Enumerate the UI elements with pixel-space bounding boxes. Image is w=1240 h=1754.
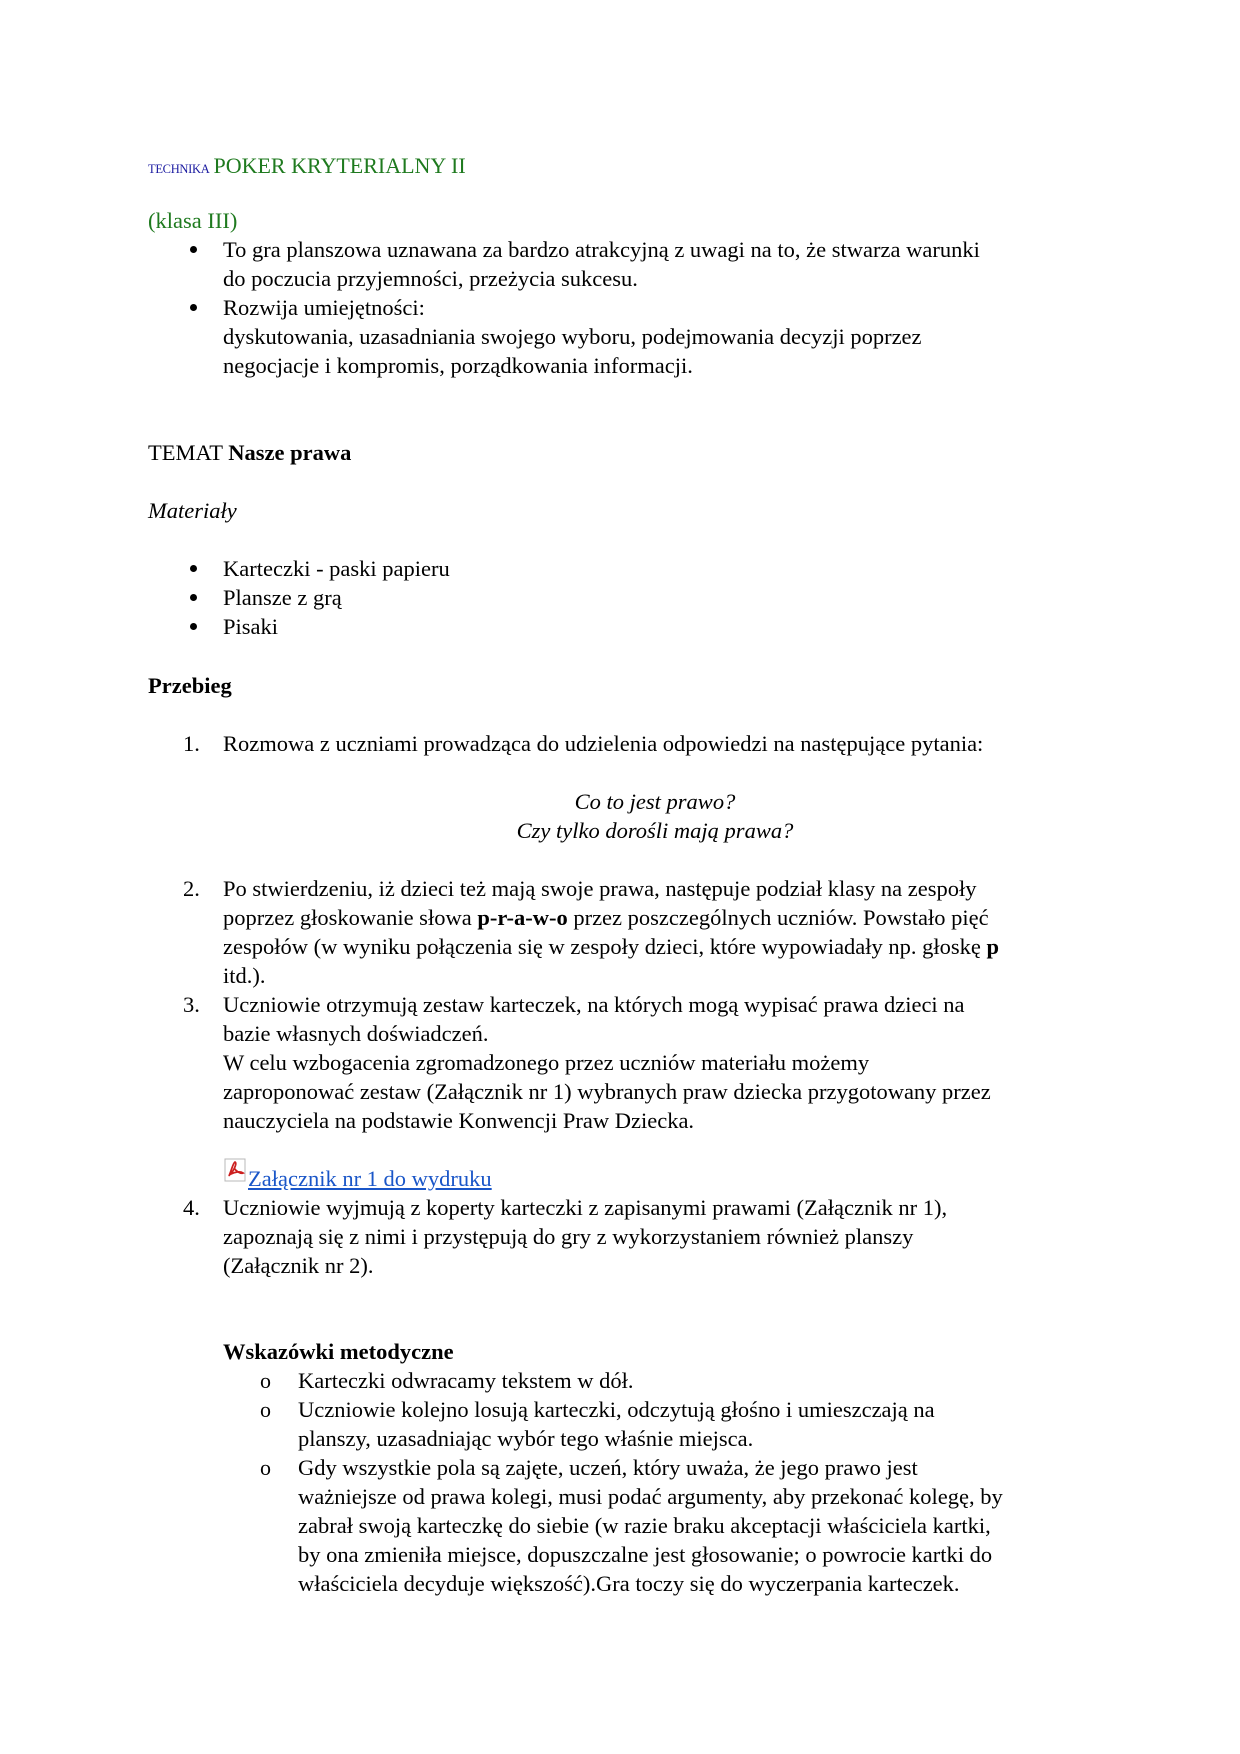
procedure-heading: Przebieg [148, 673, 232, 698]
pdf-icon[interactable] [224, 1158, 248, 1187]
step-3-line-3: W celu wzbogacenia zgromadzonego przez uczniów materiału możemy [223, 1050, 870, 1075]
step-number: 2. [183, 876, 200, 901]
material-item: Pisaki [223, 614, 279, 639]
tip-3-line-2: ważniejsze od prawa kolegi, musi podać argumenty, aby przekonać kolegę, by [298, 1484, 1003, 1509]
intro-bullet-2-line-1: Rozwija umiejętności: [223, 295, 425, 320]
tips-heading: Wskazówki metodyczne [223, 1339, 454, 1364]
step-4-line-2: zapoznają się z nimi i przystępują do gry z wykorzystaniem również planszy [223, 1224, 914, 1249]
step-2-line-3: zespołów (w wyniku połączenia się w zespoły dzieci, które wypowiadały np. głoskę p [223, 934, 1000, 959]
tip-3-line-5: właściciela decyduje większość).Gra toczy się do wyczerpania karteczek. [298, 1571, 960, 1596]
bullet-icon [190, 246, 197, 253]
step-3-line-2: bazie własnych doświadczeń. [223, 1021, 489, 1046]
tip-marker: o [260, 1368, 271, 1393]
step-4-line-3: (Załącznik nr 2). [223, 1253, 374, 1278]
step-4-line-1: Uczniowie wyjmują z koperty karteczki z zapisanymi prawami (Załącznik nr 1), [223, 1195, 948, 1220]
material-item: Plansze z grą [223, 585, 342, 610]
tip-marker: o [260, 1455, 271, 1480]
tip-1: Karteczki odwracamy tekstem w dół. [298, 1368, 634, 1393]
intro-bullet-2-line-2: dyskutowania, uzasadniania swojego wyboru, podejmowania decyzji poprzez [223, 324, 922, 349]
class-level: (klasa III) [148, 208, 238, 233]
tip-marker: o [260, 1397, 271, 1422]
step-1-text: Rozmowa z uczniami prowadząca do udzielenia odpowiedzi na następujące pytania: [223, 731, 984, 756]
materials-heading: Materiały [148, 498, 237, 523]
topic-value: Nasze prawa [228, 440, 352, 465]
tip-2-line-2: planszy, uzasadniając wybór tego właśnie miejsca. [298, 1426, 754, 1451]
header-small-label: TECHNIKA [148, 162, 210, 176]
tip-3-line-1: Gdy wszystkie pola są zajęte, uczeń, który uważa, że jego prawo jest [298, 1455, 918, 1480]
step-3-line-1: Uczniowie otrzymują zestaw karteczek, na których mogą wypisać prawa dzieci na [223, 992, 965, 1017]
step-number: 4. [183, 1195, 200, 1220]
material-item: Karteczki - paski papieru [223, 556, 450, 581]
step-number: 1. [183, 731, 200, 756]
step-2-line-4: itd.). [223, 963, 266, 988]
topic-label: TEMAT [148, 440, 223, 465]
header-title: POKER KRYTERIALNY II [213, 153, 466, 178]
bullet-icon [190, 304, 197, 311]
question-1: Co to jest prawo? [574, 789, 736, 814]
step-3-line-5: nauczyciela na podstawie Konwencji Praw Dziecka. [223, 1108, 695, 1133]
topic-line [148, 438, 351, 467]
bullet-icon [190, 623, 197, 630]
intro-bullet-1-line-2: do poczucia przyjemności, przeżycia sukcesu. [223, 266, 638, 291]
bullet-icon [190, 594, 197, 601]
tip-3-line-4: by ona zmieniła miejsce, dopuszczalne jest głosowanie; o powrocie kartki do [298, 1542, 993, 1567]
tip-3-line-3: zabrał swoją karteczkę do siebie (w razie braku akceptacji właściciela kartki, [298, 1513, 991, 1538]
step-number: 3. [183, 992, 200, 1017]
bullet-icon [190, 565, 197, 572]
intro-bullet-1-line-1: To gra planszowa uznawana za bardzo atrakcyjną z uwagi na to, że stwarza warunki [223, 237, 980, 262]
step-3-line-4: zaproponować zestaw (Załącznik nr 1) wybranych praw dziecka przygotowany przez [223, 1079, 991, 1104]
spelled-letter: p [986, 934, 1000, 959]
step-2-line-1: Po stwierdzeniu, iż dzieci też mają swoje prawa, następuje podział klasy na zespoły [223, 876, 977, 901]
doc-header [148, 151, 466, 180]
spelled-word: p-r-a-w-o [477, 905, 568, 930]
attachment-link[interactable]: Załącznik nr 1 do wydruku [248, 1166, 492, 1191]
step-2-line-2: poprzez głoskowanie słowa p-r-a-w-o przez poszczególnych uczniów. Powstało pięć [223, 905, 989, 930]
tip-2-line-1: Uczniowie kolejno losują karteczki, odczytują głośno i umieszczają na [298, 1397, 935, 1422]
intro-bullet-2-line-3: negocjacje i kompromis, porządkowania informacji. [223, 353, 693, 378]
question-2: Czy tylko dorośli mają prawa? [516, 818, 794, 843]
